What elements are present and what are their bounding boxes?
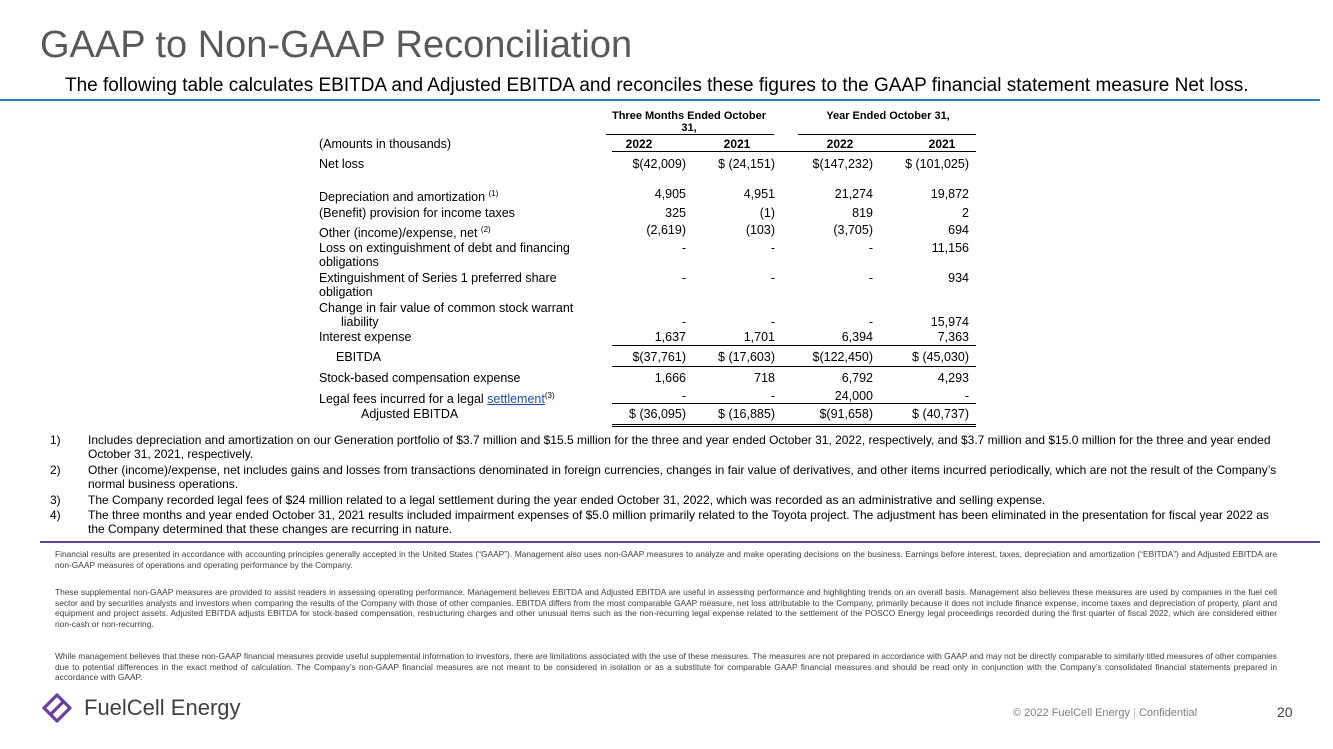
row-value: 6,792 bbox=[841, 371, 873, 385]
row-value: 1,666 bbox=[654, 371, 686, 385]
disclaimer-paragraph: Financial results are presented in accordance with accounting principles generally accepted in the United States (“GAAP”). Management also uses non-GAAP measures to analyze and make operating decisions on the business. Earnings before interest, taxes, depreciation and amortization (“EBITDA”) and Adjusted EBITDA are non-GAAP measures of operations and operating performance by the Company. bbox=[55, 549, 1277, 570]
row-value: (3,705) bbox=[833, 223, 873, 237]
row-label: Net loss bbox=[319, 157, 365, 171]
row-value: 1,637 bbox=[654, 330, 686, 344]
logo-wordmark: FuelCell Energy bbox=[84, 695, 241, 720]
row-value: 4,905 bbox=[654, 187, 686, 201]
row-value: $ (45,030) bbox=[912, 350, 969, 364]
footnote-number: 4) bbox=[50, 508, 61, 522]
row-value: 21,274 bbox=[834, 187, 873, 201]
row-value: 1,701 bbox=[743, 330, 775, 344]
row-value: $(147,232) bbox=[812, 157, 873, 171]
row-value: 6,394 bbox=[841, 330, 873, 344]
amounts-label: (Amounts in thousands) bbox=[319, 137, 452, 151]
year-header-rule bbox=[612, 151, 976, 152]
row-value: $ (24,151) bbox=[718, 157, 775, 171]
row-value: $ (36,095) bbox=[629, 407, 686, 421]
row-value: $ (101,025) bbox=[905, 157, 969, 171]
row-value: $(91,658) bbox=[819, 407, 873, 421]
row-value: 694 bbox=[948, 223, 969, 237]
company-logo bbox=[40, 693, 241, 723]
row-value: (1) bbox=[759, 206, 775, 220]
group-header-rule bbox=[798, 134, 976, 135]
group-header-rule bbox=[606, 134, 774, 135]
row-value: $ (16,885) bbox=[718, 407, 775, 421]
footnote-text: Other (income)/expense, net includes gains and losses from transactions denominated in foreign currencies, changes in fair value of derivatives, and other items incurred periodically, which are not the result of the Company’s normal business operations. bbox=[88, 463, 1277, 491]
settlement-link[interactable]: settlement bbox=[487, 392, 545, 407]
row-label: Legal fees incurred for a legal settlement$^{(3)}$ bbox=[319, 391, 555, 407]
row-value: $(37,761) bbox=[632, 350, 686, 364]
row-label: (Benefit) provision for income taxes bbox=[319, 206, 515, 220]
year-header: 2021 bbox=[723, 137, 751, 151]
row-value: - bbox=[868, 241, 873, 255]
row-value: $ (40,737) bbox=[912, 407, 969, 421]
footnote-number: 3) bbox=[50, 493, 61, 507]
footnote-number: 1) bbox=[50, 433, 61, 447]
row-label: Depreciation and amortization $^{(1)}$ bbox=[319, 189, 499, 205]
page-number: 20 bbox=[1277, 704, 1293, 720]
row-label: Stock-based compensation expense bbox=[319, 371, 521, 385]
footnote-divider bbox=[40, 541, 1320, 543]
total-rule bbox=[612, 424, 976, 425]
row-value: (2,619) bbox=[646, 223, 686, 237]
total-rule bbox=[612, 426, 976, 427]
subtotal-rule bbox=[612, 366, 976, 367]
row-value: 325 bbox=[665, 206, 686, 220]
disclaimer-paragraph: These supplemental non-GAAP measures are provided to assist readers in assessing operating performance. Management believes EBITDA and Adjusted EBITDA are useful in assessing performance and highlighting trends on an overall basis. Management also believes these measures are used by companies in the fuel cell sector and by securities analysts and investors when comparing the results of the Company with those of other companies. EBITDA differs from the most comparable GAAP measure, net loss attributable to the Company, primarily because it does not include finance expense, income taxes and depreciation of property, plant and equipment and project assets. Adjusted EBITDA adjusts EBITDA for stock-based compensation, restructuring charges and other unusual items such as the non-recurring legal expense related to the settlement of the POSCO Energy legal proceedings recorded during the first quarter of fiscal 2022, which are considered either non-cash or non-recurring. bbox=[55, 587, 1277, 629]
footnote-text: Includes depreciation and amortization on our Generation portfolio of $3.7 million and $15.5 million for the three and year ended October 31, 2022, respectively, and $3.7 million and $15.0 million for the three and year ended October 31, 2021, respectively. bbox=[88, 433, 1271, 461]
row-value: 934 bbox=[948, 271, 969, 285]
row-value: $ (17,603) bbox=[718, 350, 775, 364]
row-label: Interest expense bbox=[319, 330, 412, 344]
footnote-text: The Company recorded legal fees of $24 million related to a legal settlement during the year ended October 31, 2022, which was recorded as an administrative and selling expense. bbox=[88, 493, 1046, 507]
row-value: - bbox=[868, 271, 873, 285]
row-label: Other (income)/expense, net $^{(2)}$ bbox=[319, 225, 491, 241]
row-value: - bbox=[681, 389, 686, 403]
footnote-text: The three months and year ended October 31, 2021 results included impairment expenses of $5.0 million primarily related to the Toyota project. The adjustment has been eliminated in the presentation for fiscal year 2022 as the Company determined that these changes are recurring in nature. bbox=[88, 508, 1269, 536]
year-header: 2021 bbox=[928, 137, 956, 151]
row-value: (103) bbox=[745, 223, 775, 237]
row-value: 4,951 bbox=[743, 187, 775, 201]
row-value: 2 bbox=[962, 206, 969, 220]
disclaimer-paragraph: While management believes that these non-GAAP financial measures provide useful supplemental information to investors, there are limitations associated with the use of these measures. The measures are not prepared in accordance with GAAP and may not be directly comparable to similarly titled measures of other companies due to potential differences in the exact method of calculation. The Company’s non-GAAP financial measures are not meant to be considered in isolation or as a substitute for comparable GAAP financial measures and should be read only in conjunction with the Company’s consolidated financial statements prepared in accordance with GAAP. bbox=[55, 651, 1277, 683]
title-divider bbox=[0, 99, 1320, 101]
row-value: 24,000 bbox=[834, 389, 873, 403]
row-value: 11,156 bbox=[931, 241, 969, 255]
row-value: 15,974 bbox=[930, 315, 969, 329]
group-header-three-months: Three Months Ended October 31, bbox=[611, 110, 766, 134]
row-label: EBITDA bbox=[336, 350, 382, 364]
group-header-year: Year Ended October 31, bbox=[826, 110, 950, 122]
row-label: Adjusted EBITDA bbox=[361, 407, 459, 421]
row-value: - bbox=[770, 389, 775, 403]
row-value: - bbox=[681, 271, 686, 285]
row-value: 4,293 bbox=[937, 371, 969, 385]
row-value: - bbox=[770, 315, 775, 329]
row-value: 819 bbox=[852, 206, 873, 220]
subtotal-rule bbox=[612, 403, 976, 404]
page-title: GAAP to Non-GAAP Reconciliation bbox=[40, 24, 633, 66]
row-value: $(42,009) bbox=[632, 157, 686, 171]
row-label: Loss on extinguishment of debt and financing obligations bbox=[319, 241, 570, 269]
year-header: 2022 bbox=[826, 137, 854, 151]
row-value: $(122,450) bbox=[812, 350, 873, 364]
row-value: 7,363 bbox=[937, 330, 969, 344]
row-value: - bbox=[964, 389, 969, 403]
row-value: 19,872 bbox=[930, 187, 969, 201]
row-value: - bbox=[868, 315, 873, 329]
page-subtitle: The following table calculates EBITDA and Adjusted EBITDA and reconciles these figures to the GAAP financial statement measure Net loss. bbox=[65, 75, 1249, 96]
row-label: Extinguishment of Series 1 preferred share obligation bbox=[319, 271, 557, 299]
row-value: 718 bbox=[754, 371, 775, 385]
row-value: - bbox=[681, 315, 686, 329]
row-value: - bbox=[770, 241, 775, 255]
row-value: - bbox=[681, 241, 686, 255]
subtotal-rule bbox=[612, 345, 976, 346]
fuelcell-logo-icon bbox=[40, 693, 74, 723]
row-value: - bbox=[770, 271, 775, 285]
footnote-number: 2) bbox=[50, 463, 61, 477]
copyright-notice: © 2022 FuelCell Energy | Confidential bbox=[1013, 707, 1198, 719]
row-label: Change in fair value of common stock warrant liability bbox=[319, 301, 574, 329]
year-header: 2022 bbox=[625, 137, 653, 151]
